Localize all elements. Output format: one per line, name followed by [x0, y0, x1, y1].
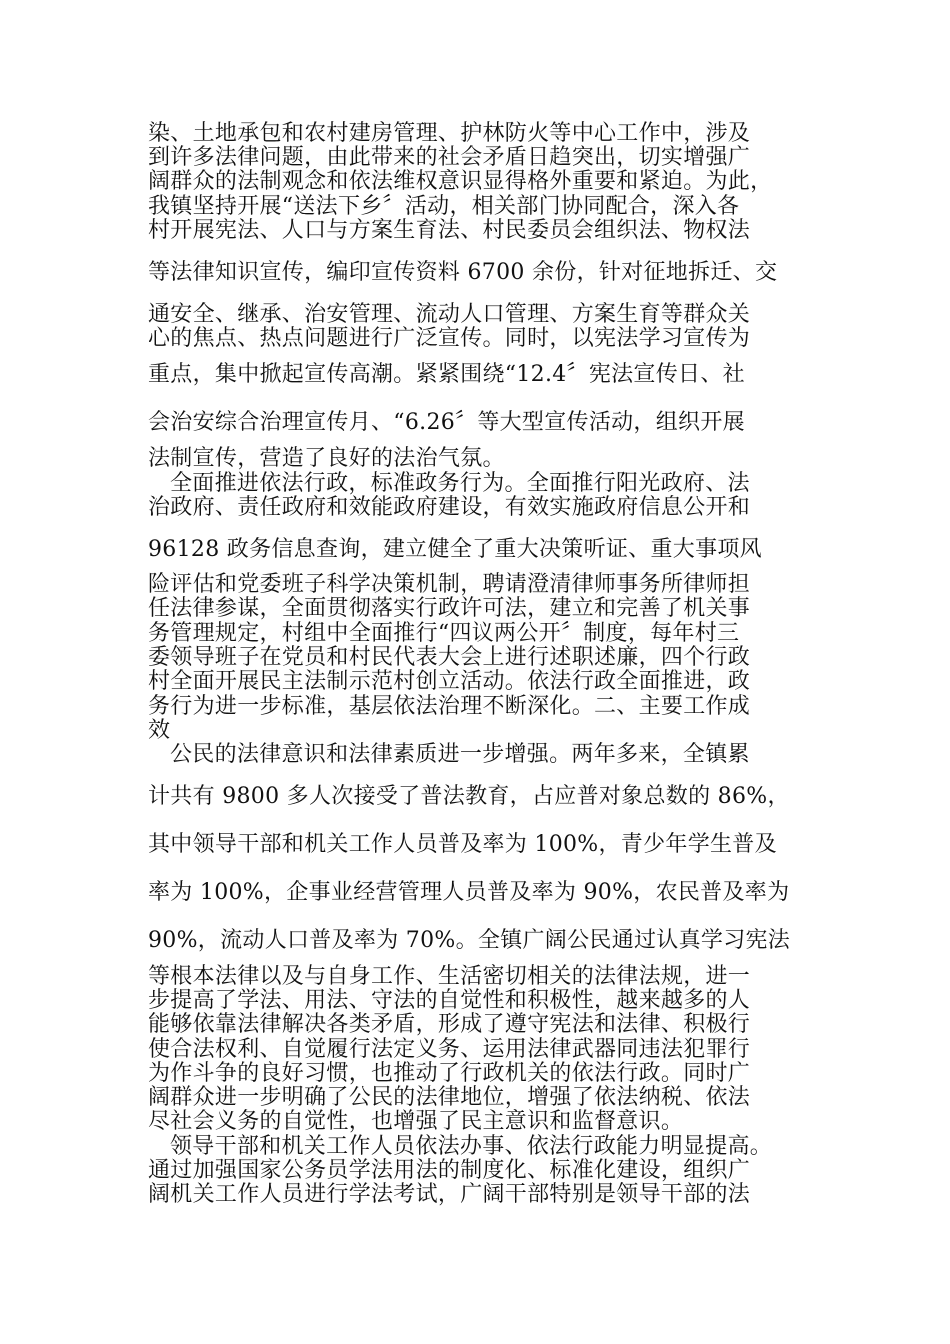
text-line: 务管理规定，村组中全面推行“四议两公开〞制度，每年村三 [148, 621, 740, 646]
text-line: 村全面开展民主法制示范村创立活动。依法行政全面推进，政 [148, 669, 751, 694]
text-line: 任法律参谋，全面贯彻落实行政许可法，建立和完善了机关事 [148, 596, 751, 621]
text-line: 全面推进依法行政，标准政务行为。全面推行阳光政府、法 [170, 471, 750, 496]
text-line: 阔群众进一步明确了公民的法律地位，增强了依法纳税、依法 [148, 1085, 751, 1110]
text-line: 计共有 9800 多人次接受了普法教育，占应普对象总数的 86%， [148, 784, 790, 809]
text-line: 尽社会义务的自觉性，也增强了民主意识和监督意识。 [148, 1109, 684, 1134]
text-line: 我镇坚持开展“送法下乡〞活动，相关部门协同配合，深入各 [148, 194, 740, 219]
text-line: 险评估和党委班子科学决策机制，聘请澄清律师事务所律师担 [148, 572, 751, 597]
text-line: 阔群众的法制观念和依法维权意识显得格外重要和紧迫。为此， [148, 169, 773, 194]
text-line: 为作斗争的良好习惯，也推动了行政机关的依法行政。同时广 [148, 1061, 751, 1086]
text-line: 治政府、责任政府和效能政府建设，有效实施政府信息公开和 [148, 495, 751, 520]
text-line: 会治安综合治理宣传月、“6.26〞等大型宣传活动，组织开展 [148, 410, 745, 435]
text-line: 领导干部和机关工作人员依法办事、依法行政能力明显提高。 [170, 1134, 773, 1159]
text-line: 90%，流动人口普及率为 70%。全镇广阔公民通过认真学习宪法 [148, 928, 791, 953]
text-line: 其中领导干部和机关工作人员普及率为 100%，青少年学生普及 [148, 832, 777, 857]
text-line: 96128 政务信息查询，建立健全了重大决策听证、重大事项风 [148, 537, 762, 562]
text-line: 通安全、继承、治安管理、流动人口管理、方案生育等群众关 [148, 302, 751, 327]
text-line: 通过加强国家公务员学法用法的制度化、标准化建设，组织广 [148, 1158, 751, 1183]
text-line: 等法律知识宣传，编印宣传资料 6700 余份，针对征地拆迁、交 [148, 260, 778, 285]
text-line: 率为 100%，企事业经营管理人员普及率为 90%，农民普及率为 [148, 880, 790, 905]
text-line: 委领导班子在党员和村民代表大会上进行述职述廉，四个行政 [148, 645, 751, 670]
text-line: 等根本法律以及与自身工作、生活密切相关的法律法规，进一 [148, 964, 751, 989]
text-line: 公民的法律意识和法律素质进一步增强。两年多来，全镇累 [170, 742, 750, 767]
text-line: 务行为进一步标准，基层依法治理不断深化。二、主要工作成 [148, 694, 751, 719]
text-line: 步提高了学法、用法、守法的自觉性和积极性，越来越多的人 [148, 988, 751, 1013]
text-line: 使合法权利、自觉履行法定义务、运用法律武器同违法犯罪行 [148, 1037, 751, 1062]
text-line: 村开展宪法、人口与方案生育法、村民委员会组织法、物权法 [148, 218, 751, 243]
text-line: 效 [148, 718, 171, 743]
text-line: 能够依靠法律解决各类矛盾，形成了遵守宪法和法律、积极行 [148, 1012, 751, 1037]
text-line: 染、土地承包和农村建房管理、护林防火等中心工作中，涉及 [148, 121, 751, 146]
text-line: 重点，集中掀起宣传高潮。紧紧围绕“12.4〞宪法宣传日、社 [148, 362, 745, 387]
text-line: 法制宣传，营造了良好的法治气氛。 [148, 446, 505, 471]
text-line: 心的焦点、热点问题进行广泛宣传。同时，以宪法学习宣传为 [148, 326, 751, 351]
text-line: 到许多法律问题，由此带来的社会矛盾日趋突出，切实增强广 [148, 145, 751, 170]
text-line: 阔机关工作人员进行学法考试，广阔干部特别是领导干部的法 [148, 1182, 751, 1207]
